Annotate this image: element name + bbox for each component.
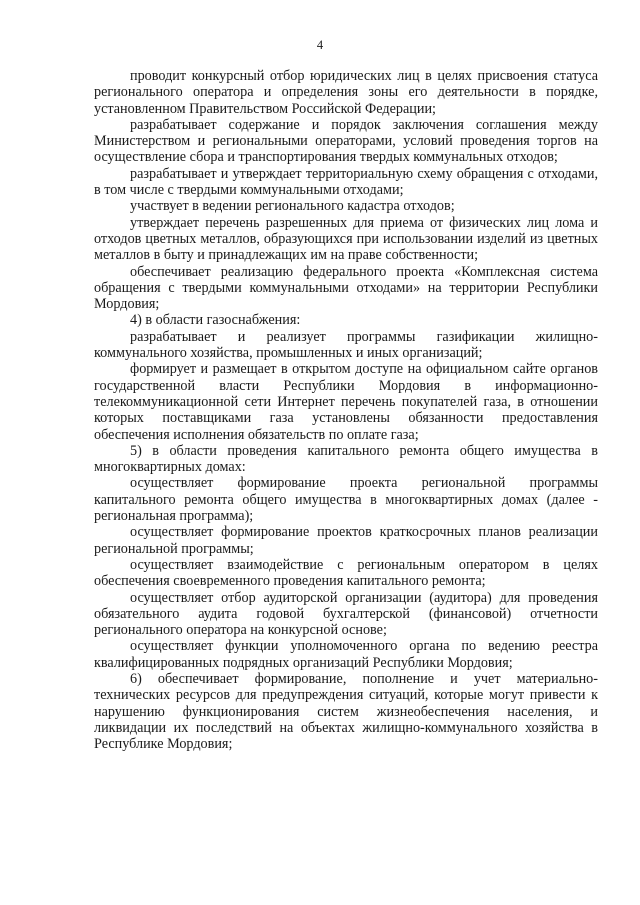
section-item-material-resources: 6) обеспечивает формирование, пополнение и учет материально-технических ресурсов для предупреждения ситуаций, которые могут привести к нарушению функционирования систем жизнеобеспечения населения, и ликвидации их последствий на объектах жилищно-коммунального хозяйства в Республике Мордовия; [94,670,598,753]
paragraph: разрабатывает и реализует программы газификации жилищно-коммунального хозяйства, промышленных и иных организаций; [94,328,598,362]
paragraph: осуществляет взаимодействие с региональным оператором в целях обеспечения своевременного проведения капитального ремонта; [94,556,598,590]
paragraph: формирует и размещает в открытом доступе на официальном сайте органов государственной власти Республики Мордовия в информационно-телекоммуникационной сети Интернет перечень покупателей газа, в отношении которых поставщиками газа установлены обязанности предоставления обеспечения исполнения обязательств по оплате газа; [94,361,598,443]
paragraph: обеспечивает реализацию федерального проекта «Комплексная система обращения с твердыми коммунальными отходами» на территории Республики Мордовия; [94,263,598,313]
paragraph: проводит конкурсный отбор юридических лиц в целях присвоения статуса регионального оператора и определения зоны его деятельности в порядке, установленном Правительством Российской Федерации; [94,68,598,117]
paragraph: осуществляет формирование проектов краткосрочных планов реализации региональной программы; [94,524,598,557]
paragraph: осуществляет формирование проекта региональной программы капитального ремонта общего имущества в многоквартирных домах (далее - региональная программа); [94,475,598,525]
paragraph: разрабатывает содержание и порядок заключения соглашения между Министерством и региональными операторами, условий проведения торгов на осуществление сбора и транспортирования твердых коммунальных отходов; [94,116,598,166]
paragraph: осуществляет функции уполномоченного органа по ведению реестра квалифицированных подрядных организаций Республики Мордовия; [94,638,598,671]
section-heading-capital-repair: 5) в области проведения капитального ремонта общего имущества в многоквартирных домах: [94,442,598,476]
section-heading-gas-supply: 4) в области газоснабжения: [130,312,301,329]
paragraph: участвует в ведении регионального кадастра отходов; [130,198,455,215]
page-number: 4 [316,38,324,52]
paragraph: утверждает перечень разрешенных для приема от физических лиц лома и отходов цветных металлов, образующихся при использовании изделий из цветных металлов в быту и принадлежащих им на праве собственности; [94,214,598,264]
document-body [94,68,598,752]
paragraph: осуществляет отбор аудиторской организации (аудитора) для проведения обязательного аудита годовой бухгалтерской (финансовой) отчетности регионального оператора на конкурсной основе; [94,589,598,639]
paragraph: разрабатывает и утверждает территориальную схему обращения с отходами, в том числе с твердыми коммунальными отходами; [94,165,598,199]
